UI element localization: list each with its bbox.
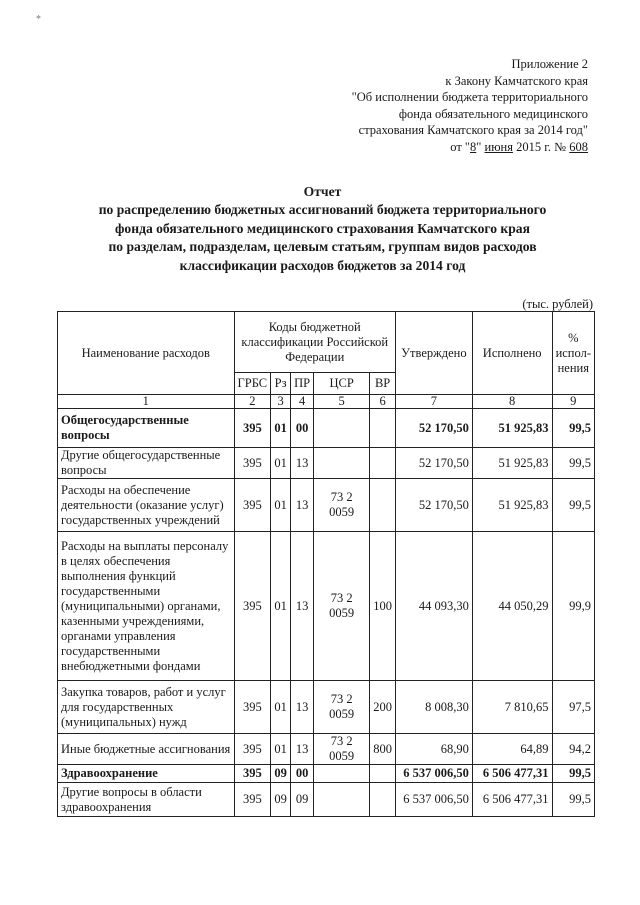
pr-cell: 13 xyxy=(291,448,314,479)
rz-cell: 01 xyxy=(271,734,291,765)
executed-cell: 64,89 xyxy=(472,734,552,765)
pr-cell: 13 xyxy=(291,681,314,734)
column-index: 8 xyxy=(472,395,552,409)
rz-cell: 01 xyxy=(271,409,291,448)
rz-cell: 09 xyxy=(271,765,291,783)
row-name-cell: Другие общегосударственные вопросы xyxy=(58,448,235,479)
table-row xyxy=(58,783,595,817)
table-row xyxy=(58,479,595,532)
pr-cell: 00 xyxy=(291,765,314,783)
executed-cell: 51 925,83 xyxy=(472,409,552,448)
row-name-cell: Расходы на обеспечение деятельности (оказание услуг) государственных учреждений xyxy=(58,479,235,532)
row-name-cell: Иные бюджетные ассигнования xyxy=(58,734,235,765)
budget-table xyxy=(57,311,595,817)
column-index: 9 xyxy=(552,395,594,409)
executed-cell: 51 925,83 xyxy=(472,479,552,532)
vr-cell xyxy=(370,409,396,448)
header-executed: Исполнено xyxy=(472,312,552,395)
grbs-cell: 395 xyxy=(234,681,271,734)
title-line: по распределению бюджетных ассигнований бюджета территориального xyxy=(98,202,547,218)
row-name-cell: Общегосударственные вопросы xyxy=(58,409,235,448)
header-name: Наименование расходов xyxy=(58,312,235,395)
approved-cell: 6 537 006,50 xyxy=(395,765,472,783)
percent-cell: 99,9 xyxy=(552,532,594,681)
column-index: 2 xyxy=(234,395,271,409)
report-title xyxy=(50,183,595,275)
appendix-line: фонда обязательного медицинского xyxy=(398,106,588,121)
date-year: 2015 г. № xyxy=(516,139,567,154)
percent-cell: 99,5 xyxy=(552,409,594,448)
header-rz: Рз xyxy=(271,373,291,395)
percent-cell: 99,5 xyxy=(552,783,594,817)
executed-cell: 44 050,29 xyxy=(472,532,552,681)
vr-cell xyxy=(370,783,396,817)
grbs-cell: 395 xyxy=(234,783,271,817)
table-row xyxy=(58,532,595,681)
title-line: по разделам, подразделам, целевым статьям, группам видов расходов xyxy=(108,239,537,255)
column-index: 4 xyxy=(291,395,314,409)
csr-cell xyxy=(314,409,370,448)
grbs-cell: 395 xyxy=(234,409,271,448)
column-index: 3 xyxy=(271,395,291,409)
csr-cell xyxy=(314,765,370,783)
vr-cell xyxy=(370,479,396,532)
percent-cell: 99,5 xyxy=(552,765,594,783)
date-prefix: от " xyxy=(450,139,471,154)
csr-cell: 73 2 0059 xyxy=(314,734,370,765)
pr-cell: 13 xyxy=(291,734,314,765)
percent-cell: 99,5 xyxy=(552,448,594,479)
executed-cell: 6 506 477,31 xyxy=(472,765,552,783)
header-codes: Коды бюджетной классификации Российской Федерации xyxy=(234,312,395,373)
rz-cell: 09 xyxy=(271,783,291,817)
table-row xyxy=(58,765,595,783)
rz-cell: 01 xyxy=(271,448,291,479)
grbs-cell: 395 xyxy=(234,734,271,765)
appendix-line: к Закону Камчатского края xyxy=(445,73,588,88)
column-index: 5 xyxy=(314,395,370,409)
approved-cell: 6 537 006,50 xyxy=(395,783,472,817)
executed-cell: 6 506 477,31 xyxy=(472,783,552,817)
grbs-cell: 395 xyxy=(234,532,271,681)
corner-mark: * xyxy=(36,14,41,25)
header-csr: ЦСР xyxy=(314,373,370,395)
table-row xyxy=(58,681,595,734)
row-name-cell: Другие вопросы в области здравоохранения xyxy=(58,783,235,817)
table-row xyxy=(58,409,595,448)
header-grbs: ГРБС xyxy=(234,373,271,395)
vr-cell xyxy=(370,765,396,783)
rz-cell: 01 xyxy=(271,681,291,734)
vr-cell: 800 xyxy=(370,734,396,765)
approved-cell: 52 170,50 xyxy=(395,448,472,479)
header-vr: ВР xyxy=(370,373,396,395)
column-index: 7 xyxy=(395,395,472,409)
percent-cell: 99,5 xyxy=(552,479,594,532)
pr-cell: 13 xyxy=(291,479,314,532)
appendix-header xyxy=(268,56,588,156)
approved-cell: 8 008,30 xyxy=(395,681,472,734)
title-line: фонда обязательного медицинского страхования Камчатского края xyxy=(115,220,530,236)
title-line: Отчет xyxy=(303,184,342,199)
csr-cell: 73 2 0059 xyxy=(314,532,370,681)
executed-cell: 7 810,65 xyxy=(472,681,552,734)
law-number: 608 xyxy=(569,139,588,154)
vr-cell: 100 xyxy=(370,532,396,681)
date-month: июня xyxy=(484,139,513,154)
percent-cell: 97,5 xyxy=(552,681,594,734)
units-note: (тыс. рублей) xyxy=(522,297,593,311)
table-row xyxy=(58,448,595,479)
table-row xyxy=(58,734,595,765)
csr-cell: 73 2 0059 xyxy=(314,479,370,532)
row-name-cell: Закупка товаров, работ и услуг для государственных (муниципальных) нужд xyxy=(58,681,235,734)
table-body xyxy=(58,395,595,817)
executed-cell: 51 925,83 xyxy=(472,448,552,479)
grbs-cell: 395 xyxy=(234,479,271,532)
vr-cell: 200 xyxy=(370,681,396,734)
header-pr: ПР xyxy=(291,373,314,395)
grbs-cell: 395 xyxy=(234,765,271,783)
approved-cell: 44 093,30 xyxy=(395,532,472,681)
pr-cell: 09 xyxy=(291,783,314,817)
pr-cell: 13 xyxy=(291,532,314,681)
appendix-line: страхования Камчатского края за 2014 год" xyxy=(358,123,588,138)
approved-cell: 52 170,50 xyxy=(395,479,472,532)
column-index-row xyxy=(58,395,595,409)
grbs-cell: 395 xyxy=(234,448,271,479)
law-date-line xyxy=(268,139,588,156)
column-index: 6 xyxy=(370,395,396,409)
vr-cell xyxy=(370,448,396,479)
percent-cell: 94,2 xyxy=(552,734,594,765)
row-name-cell: Здравоохранение xyxy=(58,765,235,783)
date-day: 8 xyxy=(470,139,477,154)
approved-cell: 52 170,50 xyxy=(395,409,472,448)
row-name-cell: Расходы на выплаты персоналу в целях обеспечения выполнения функций государственными (муниципальными) органами, казенными учреждениями, органами управления государственными внебюджетными фондами xyxy=(58,532,235,681)
pr-cell: 00 xyxy=(291,409,314,448)
appendix-line: "Об исполнении бюджета территориального xyxy=(351,90,588,105)
header-percent: % испол-нения xyxy=(552,312,594,395)
approved-cell: 68,90 xyxy=(395,734,472,765)
csr-cell xyxy=(314,448,370,479)
date-mid: " xyxy=(476,139,482,154)
rz-cell: 01 xyxy=(271,532,291,681)
appendix-line: Приложение 2 xyxy=(511,57,588,71)
csr-cell xyxy=(314,783,370,817)
title-line: классификации расходов бюджетов за 2014 год xyxy=(179,257,466,273)
header-approved: Утверждено xyxy=(395,312,472,395)
rz-cell: 01 xyxy=(271,479,291,532)
csr-cell: 73 2 0059 xyxy=(314,681,370,734)
column-index: 1 xyxy=(58,395,235,409)
